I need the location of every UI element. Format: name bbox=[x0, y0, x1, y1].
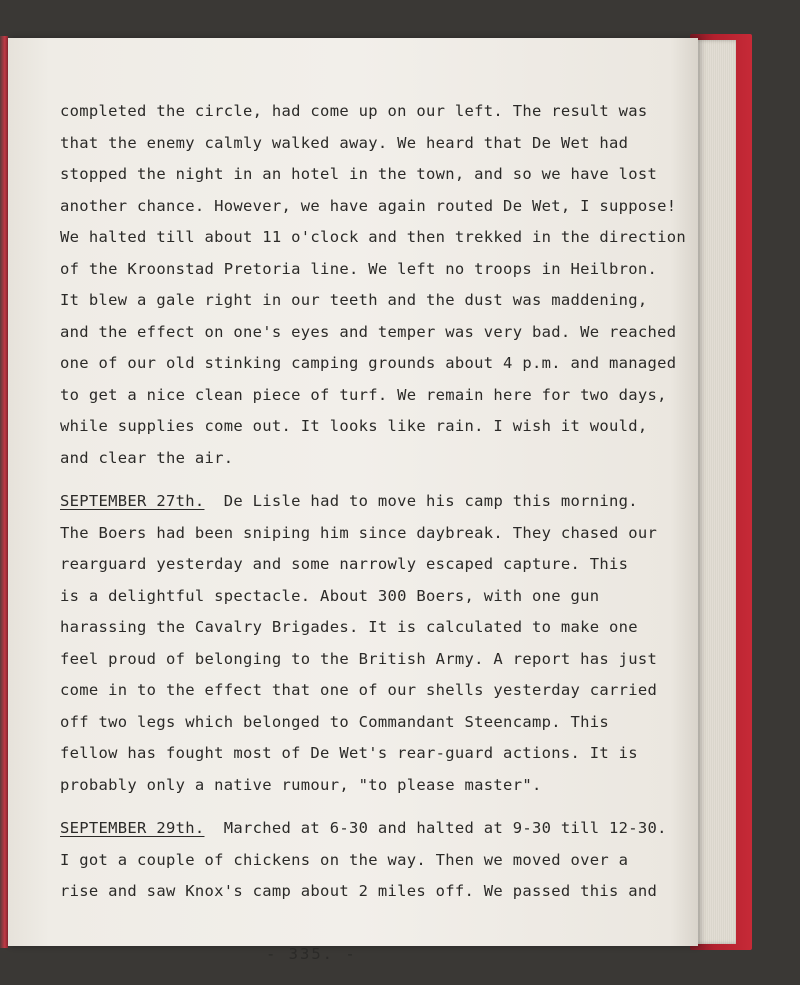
text-line: is a delightful spectacle. About 300 Boers, with one gun bbox=[60, 586, 600, 605]
entry-heading: SEPTEMBER 29th. bbox=[60, 819, 205, 837]
text-line: off two legs which belonged to Commandant Steencamp. This bbox=[60, 712, 610, 731]
text-line: I got a couple of chickens on the way. Then we moved over a bbox=[60, 850, 629, 869]
page-number: - 335. - bbox=[266, 945, 357, 963]
entry-first-line bbox=[60, 486, 680, 518]
text-line: while supplies come out. It looks like rain. I wish it would, bbox=[60, 417, 648, 435]
text-line: fellow has fought most of De Wet's rear-guard actions. It is bbox=[60, 744, 638, 762]
book-spine-edge bbox=[0, 36, 8, 948]
entry-heading: SEPTEMBER 27th. bbox=[60, 492, 205, 510]
text-line: It blew a gale right in our teeth and the dust was maddening, bbox=[60, 291, 648, 309]
text-line: rearguard yesterday and some narrowly escaped capture. This bbox=[60, 555, 629, 573]
text-line: rise and saw Knox's camp about 2 miles off. We passed this and bbox=[60, 882, 658, 900]
book-page bbox=[8, 38, 698, 963]
paragraph-1 bbox=[60, 96, 687, 474]
text-line: and clear the air. bbox=[60, 448, 234, 467]
text-line: come in to the effect that one of our shells yesterday carried bbox=[60, 681, 658, 699]
paragraph-gap bbox=[60, 474, 680, 486]
text-line: and the effect on one's eyes and temper was very bad. We reached bbox=[60, 322, 677, 341]
text-line: stopped the night in an hotel in the town, and so we have lost bbox=[60, 165, 658, 183]
page-text bbox=[60, 96, 687, 908]
text-line: The Boers had been sniping him since daybreak. They chased our bbox=[60, 523, 658, 542]
entry-first-line bbox=[60, 813, 680, 845]
text-line: another chance. However, we have again routed De Wet, I suppose! bbox=[60, 196, 677, 215]
text-line: probably only a native rumour, "to please master". bbox=[60, 775, 542, 794]
text-line: that the enemy calmly walked away. We heard that De Wet had bbox=[60, 133, 629, 152]
text-line: We halted till about 11 o'clock and then trekked in the direction bbox=[60, 228, 687, 246]
text-line: feel proud of belonging to the British Army. A report has just bbox=[60, 649, 658, 668]
entry-first-line-text: De Lisle had to move his camp this morning. bbox=[223, 492, 638, 510]
text-line: of the Kroonstad Pretoria line. We left no troops in Heilbron. bbox=[60, 259, 658, 278]
paragraph-gap bbox=[60, 801, 680, 813]
entry-first-line-text: Marched at 6-30 and halted at 9-30 till 12-30. bbox=[223, 819, 667, 837]
text-line: completed the circle, had come up on our left. The result was bbox=[60, 102, 648, 120]
text-line: to get a nice clean piece of turf. We remain here for two days, bbox=[60, 385, 667, 404]
entry-september-29 bbox=[60, 813, 680, 908]
text-line: harassing the Cavalry Brigades. It is calculated to make one bbox=[60, 618, 638, 636]
text-line: one of our old stinking camping grounds about 4 p.m. and managed bbox=[60, 354, 677, 372]
entry-september-27 bbox=[60, 486, 680, 801]
